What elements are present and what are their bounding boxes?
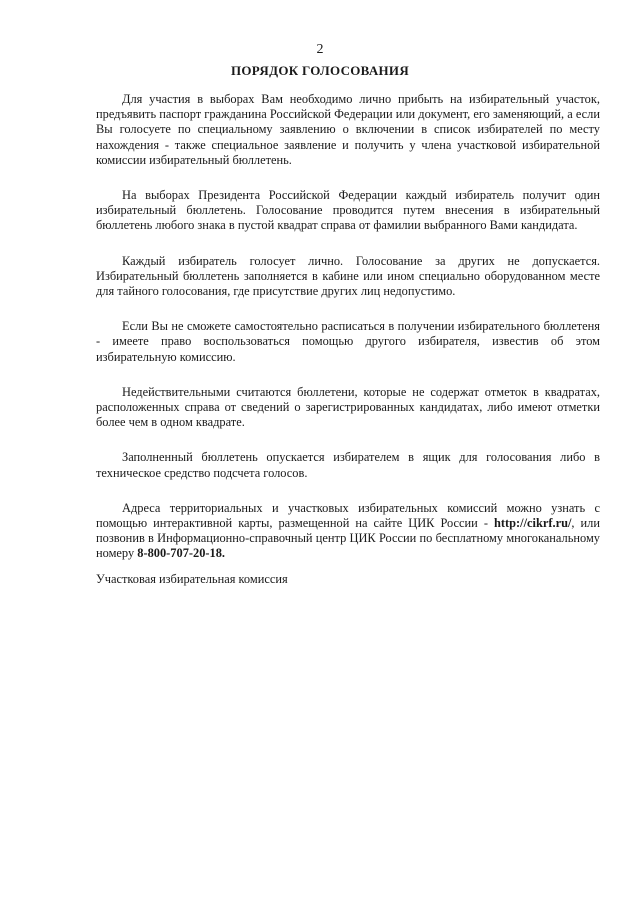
paragraph-voting-procedure: Для участия в выборах Вам необходимо лично прибыть на избирательный участок, предъявить паспорт гражданина Российской Федерации или документ, его заменяющий, а если Вы голосуете по специальному заявлению о включении в список избирателей по месту нахождения - также специальное заявление и получить у члена участковой избирательной комиссии избирательный бюллетень. <box>96 92 600 167</box>
contacts-text-start: Адреса территориальных и участковых избирательных комиссий можно узнать с помощью интерактивной карты, размещенной на сайте ЦИК России - <box>96 500 600 531</box>
cik-website-link[interactable]: http://cikrf.ru/ <box>493 516 572 531</box>
signature: Участковая избирательная комиссия <box>96 572 288 586</box>
paragraph-invalid-ballots: Недействительными считаются бюллетени, которые не содержат отметок в квадратах, расположенных справа от сведений о зарегистрированных кандидатах, либо имеют отметки более чем в одном квадрате. <box>96 384 600 430</box>
paragraph-ballot-marking: На выборах Президента Российской Федерации каждый избиратель получит один избирательный бюллетень. Голосование проводится путем внесения в избирательный бюллетень любого знака в пустой квадрат справа от фамилии выбранного Вами кандидата. <box>96 188 600 233</box>
paragraph-personal-voting: Каждый избиратель голосует лично. Голосование за других не допускается. Избирательный бюллетень заполняется в кабине или ином специально оборудованном месте для тайного голосования, где присутствие других лиц недопустимо. <box>96 253 600 299</box>
contacts-text-middle: , или позвонив в Информационно-справочный центр ЦИК России по бесплатному многоканальному номеру <box>96 516 600 561</box>
paragraph-contacts <box>96 501 600 562</box>
paragraph-assistance: Если Вы не сможете самостоятельно расписаться в получении избирательного бюллетеня - имеете право воспользоваться помощью другого избирателя, известив об этом избирательную комиссию. <box>96 319 600 364</box>
document-body <box>96 92 600 582</box>
page-title: ПОРЯДОК ГОЛОСОВАНИЯ <box>230 63 410 78</box>
hotline-phone-number: 8-800-707-20-18. <box>137 546 226 561</box>
paragraph-ballot-box: Заполненный бюллетень опускается избирателем в ящик для голосования либо в техническое средство подсчета голосов. <box>96 450 600 480</box>
page-number: 2 <box>316 42 324 57</box>
